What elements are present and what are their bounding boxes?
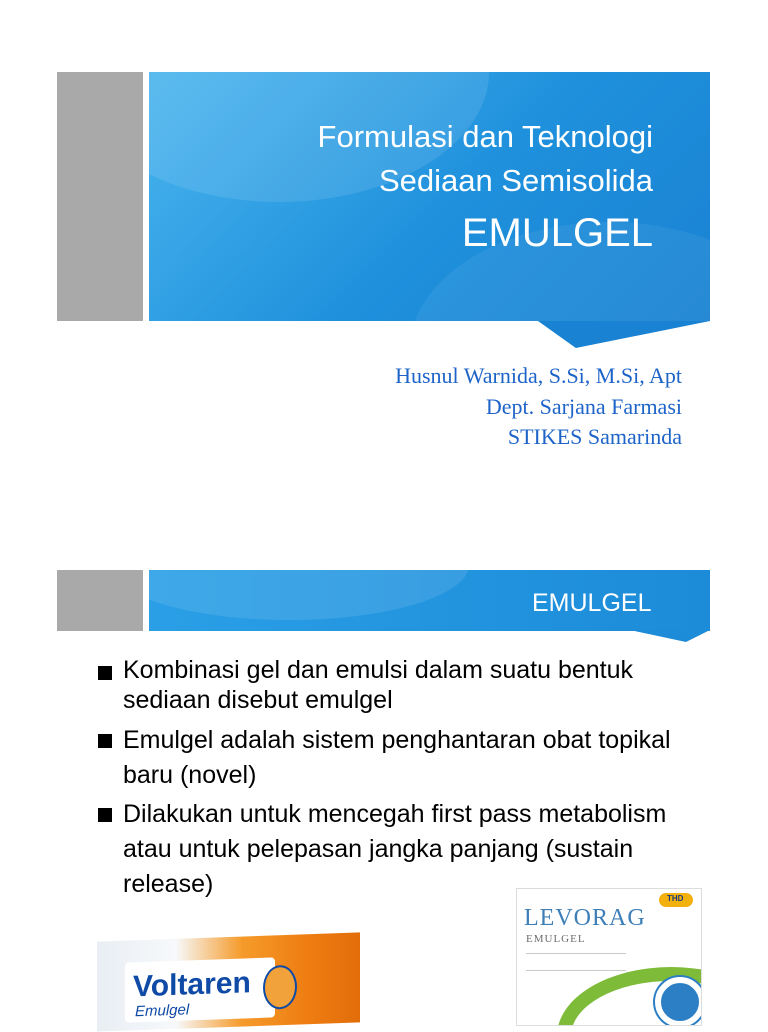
title-line-2: Sediaan Semisolida xyxy=(378,163,653,198)
author-institution: STIKES Samarinda xyxy=(507,424,682,449)
levorag-subtitle: EMULGEL xyxy=(526,933,586,945)
voltaren-brand: Voltaren xyxy=(133,966,251,1004)
bullet-item xyxy=(98,655,698,715)
bullet-text: Emulgel adalah sistem penghantaran obat topikal baru (novel) xyxy=(123,726,671,789)
square-bullet-icon xyxy=(98,808,112,822)
banner-callout-tail xyxy=(538,321,710,348)
voltaren-product-image xyxy=(97,932,360,1031)
title-slide-gray-block xyxy=(57,72,143,321)
levorag-description-lines xyxy=(526,953,626,971)
bullet-item xyxy=(98,723,698,793)
bullet-text: Kombinasi gel dan emulsi dalam suatu bentuk sediaan disebut emulgel xyxy=(123,656,634,714)
banner-callout-tail xyxy=(630,630,710,642)
voltaren-subtitle: Emulgel xyxy=(135,1001,190,1021)
levorag-product-image xyxy=(516,888,702,1026)
square-bullet-icon xyxy=(98,666,112,680)
title-line-1: Formulasi dan Teknologi xyxy=(317,119,653,154)
levorag-blue-circle-icon xyxy=(655,977,702,1026)
voltaren-runner-logo-icon xyxy=(263,965,297,1010)
banner-swirl xyxy=(149,570,469,620)
author-department: Dept. Sarjana Farmasi xyxy=(485,394,682,419)
square-bullet-icon xyxy=(98,734,112,748)
levorag-logo-text: THD xyxy=(667,894,684,903)
author-name: Husnul Warnida, S.Si, M.Si, Apt xyxy=(395,363,682,388)
bullet-text: Dilakukan untuk mencegah first pass metabolism atau untuk pelepasan jangka panjang (sustain release) xyxy=(123,800,667,898)
slide-title: EMULGEL xyxy=(532,589,652,617)
title-main: EMULGEL xyxy=(461,211,653,255)
bullet-item xyxy=(98,797,698,902)
levorag-brand: LEVORAG xyxy=(524,905,646,931)
content-slide-gray-block xyxy=(57,570,143,631)
